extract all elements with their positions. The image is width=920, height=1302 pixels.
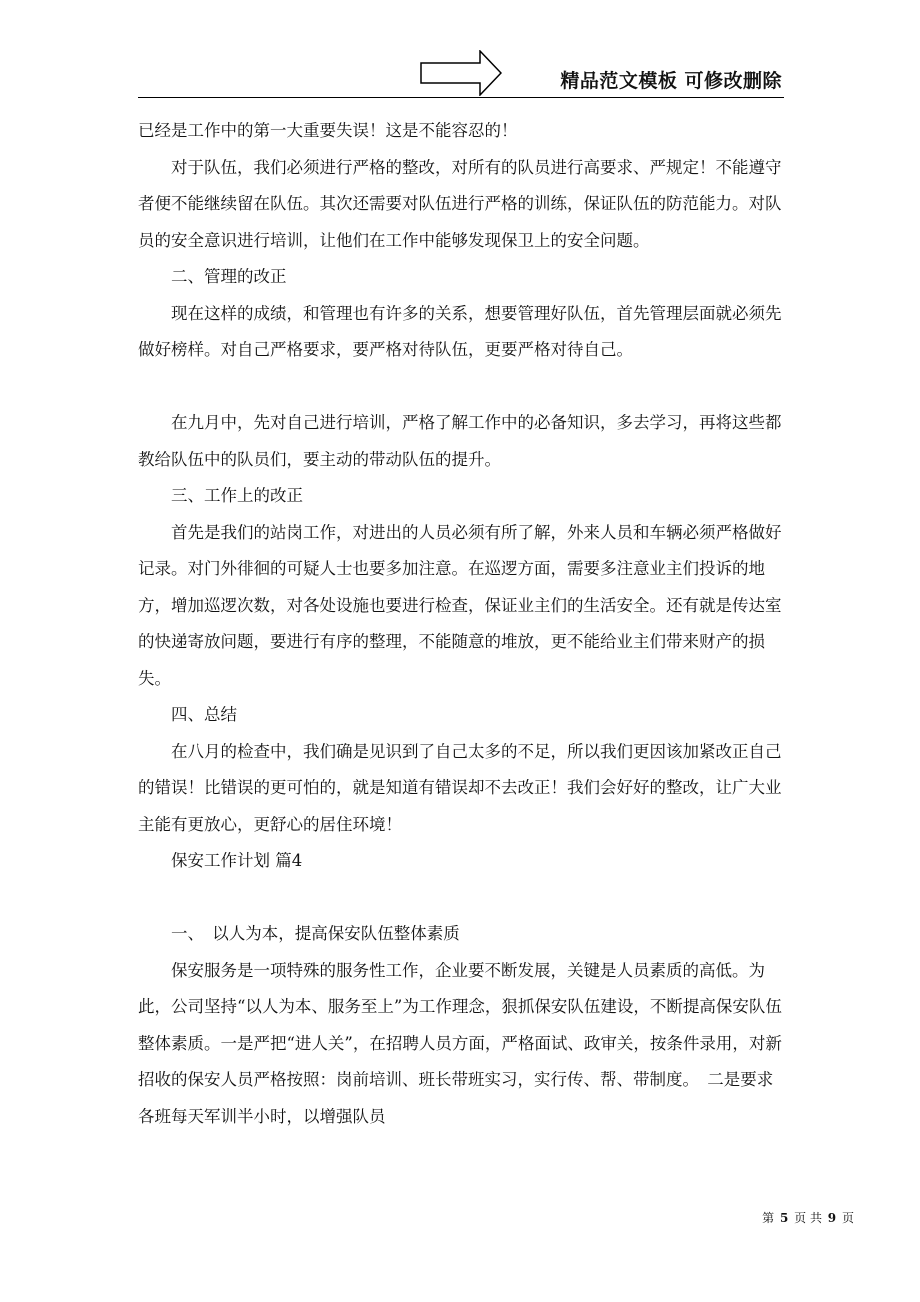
right-arrow-icon <box>420 50 502 96</box>
page-header <box>138 50 784 98</box>
page-footer <box>700 1209 855 1226</box>
paragraph: 对于队伍，我们必须进行严格的整改，对所有的队员进行高要求、严规定！不能遵守者便不能继续留在队伍。其次还需要对队伍进行严格的训练，保证队伍的防范能力。对队员的安全意识进行培训，让他们在工作中能够发现保卫上的安全问题。 <box>138 157 782 250</box>
total-pages-number: 9 <box>827 1211 837 1225</box>
paragraph: 现在这样的成绩，和管理也有许多的关系，想要管理好队伍，首先管理层面就必须先做好榜样。对自己严格要求，要严格对待队伍，更要严格对待自己。 <box>138 303 782 359</box>
section-heading: 一、 以人为本，提高保安队伍整体素质 <box>171 924 460 943</box>
header-divider <box>138 97 784 98</box>
paragraph: 在九月中，先对自己进行培训，严格了解工作中的必备知识，多去学习，再将这些都教给队伍中的队员们，要主动的带动队伍的提升。 <box>138 413 782 469</box>
paragraph: 首先是我们的站岗工作，对进出的人员必须有所了解，外来人员和车辆必须严格做好记录。对门外徘徊的可疑人士也要多加注意。在巡逻方面，需要多注意业主们投诉的地方，增加巡逻次数，对各处设施也要进行检查，保证业主们的生活安全。还有就是传达室的快递寄放问题，要进行有序的整理，不能随意的堆放，更不能给业主们带来财产的损失。 <box>138 522 782 688</box>
page-suffix: 页 <box>841 1211 854 1225</box>
blank-line <box>138 369 786 406</box>
document-subtitle: 保安工作计划 篇4 <box>171 851 303 870</box>
section-heading: 四、总结 <box>171 705 237 724</box>
page-middle: 页 共 <box>794 1211 822 1225</box>
page-prefix: 第 <box>762 1211 775 1225</box>
paragraph: 在八月的检查中，我们确是见识到了自己太多的不足，所以我们更因该加紧改正自己的错误！比错误的更可怕的，就是知道有错误却不去改正！我们会好好的整改，让广大业主能有更放心，更舒心的居住环境！ <box>138 741 782 834</box>
current-page-number: 5 <box>779 1211 789 1225</box>
section-heading: 三、工作上的改正 <box>171 486 303 505</box>
section-heading: 二、管理的改正 <box>171 267 287 286</box>
blank-line <box>138 880 786 917</box>
paragraph: 保安服务是一项特殊的服务性工作，企业要不断发展，关键是人员素质的高低。为此，公司坚持“以人为本、服务至上”为工作理念，狠抓保安队伍建设，不断提高保安队伍整体素质。一是严把“进人关”，在招聘人员方面，严格面试、政审关，按条件录用，对新招收的保安人员严格按照：岗前培训、班长带班实习，实行传、帮、带制度。 二是要求各班每天军训半小时，以增强队员 <box>138 960 782 1126</box>
paragraph: 已经是工作中的第一大重要失误！这是不能容忍的！ <box>138 121 518 140</box>
header-title: 精品范文模板 可修改删除 <box>560 70 782 92</box>
document-body <box>138 113 786 1135</box>
